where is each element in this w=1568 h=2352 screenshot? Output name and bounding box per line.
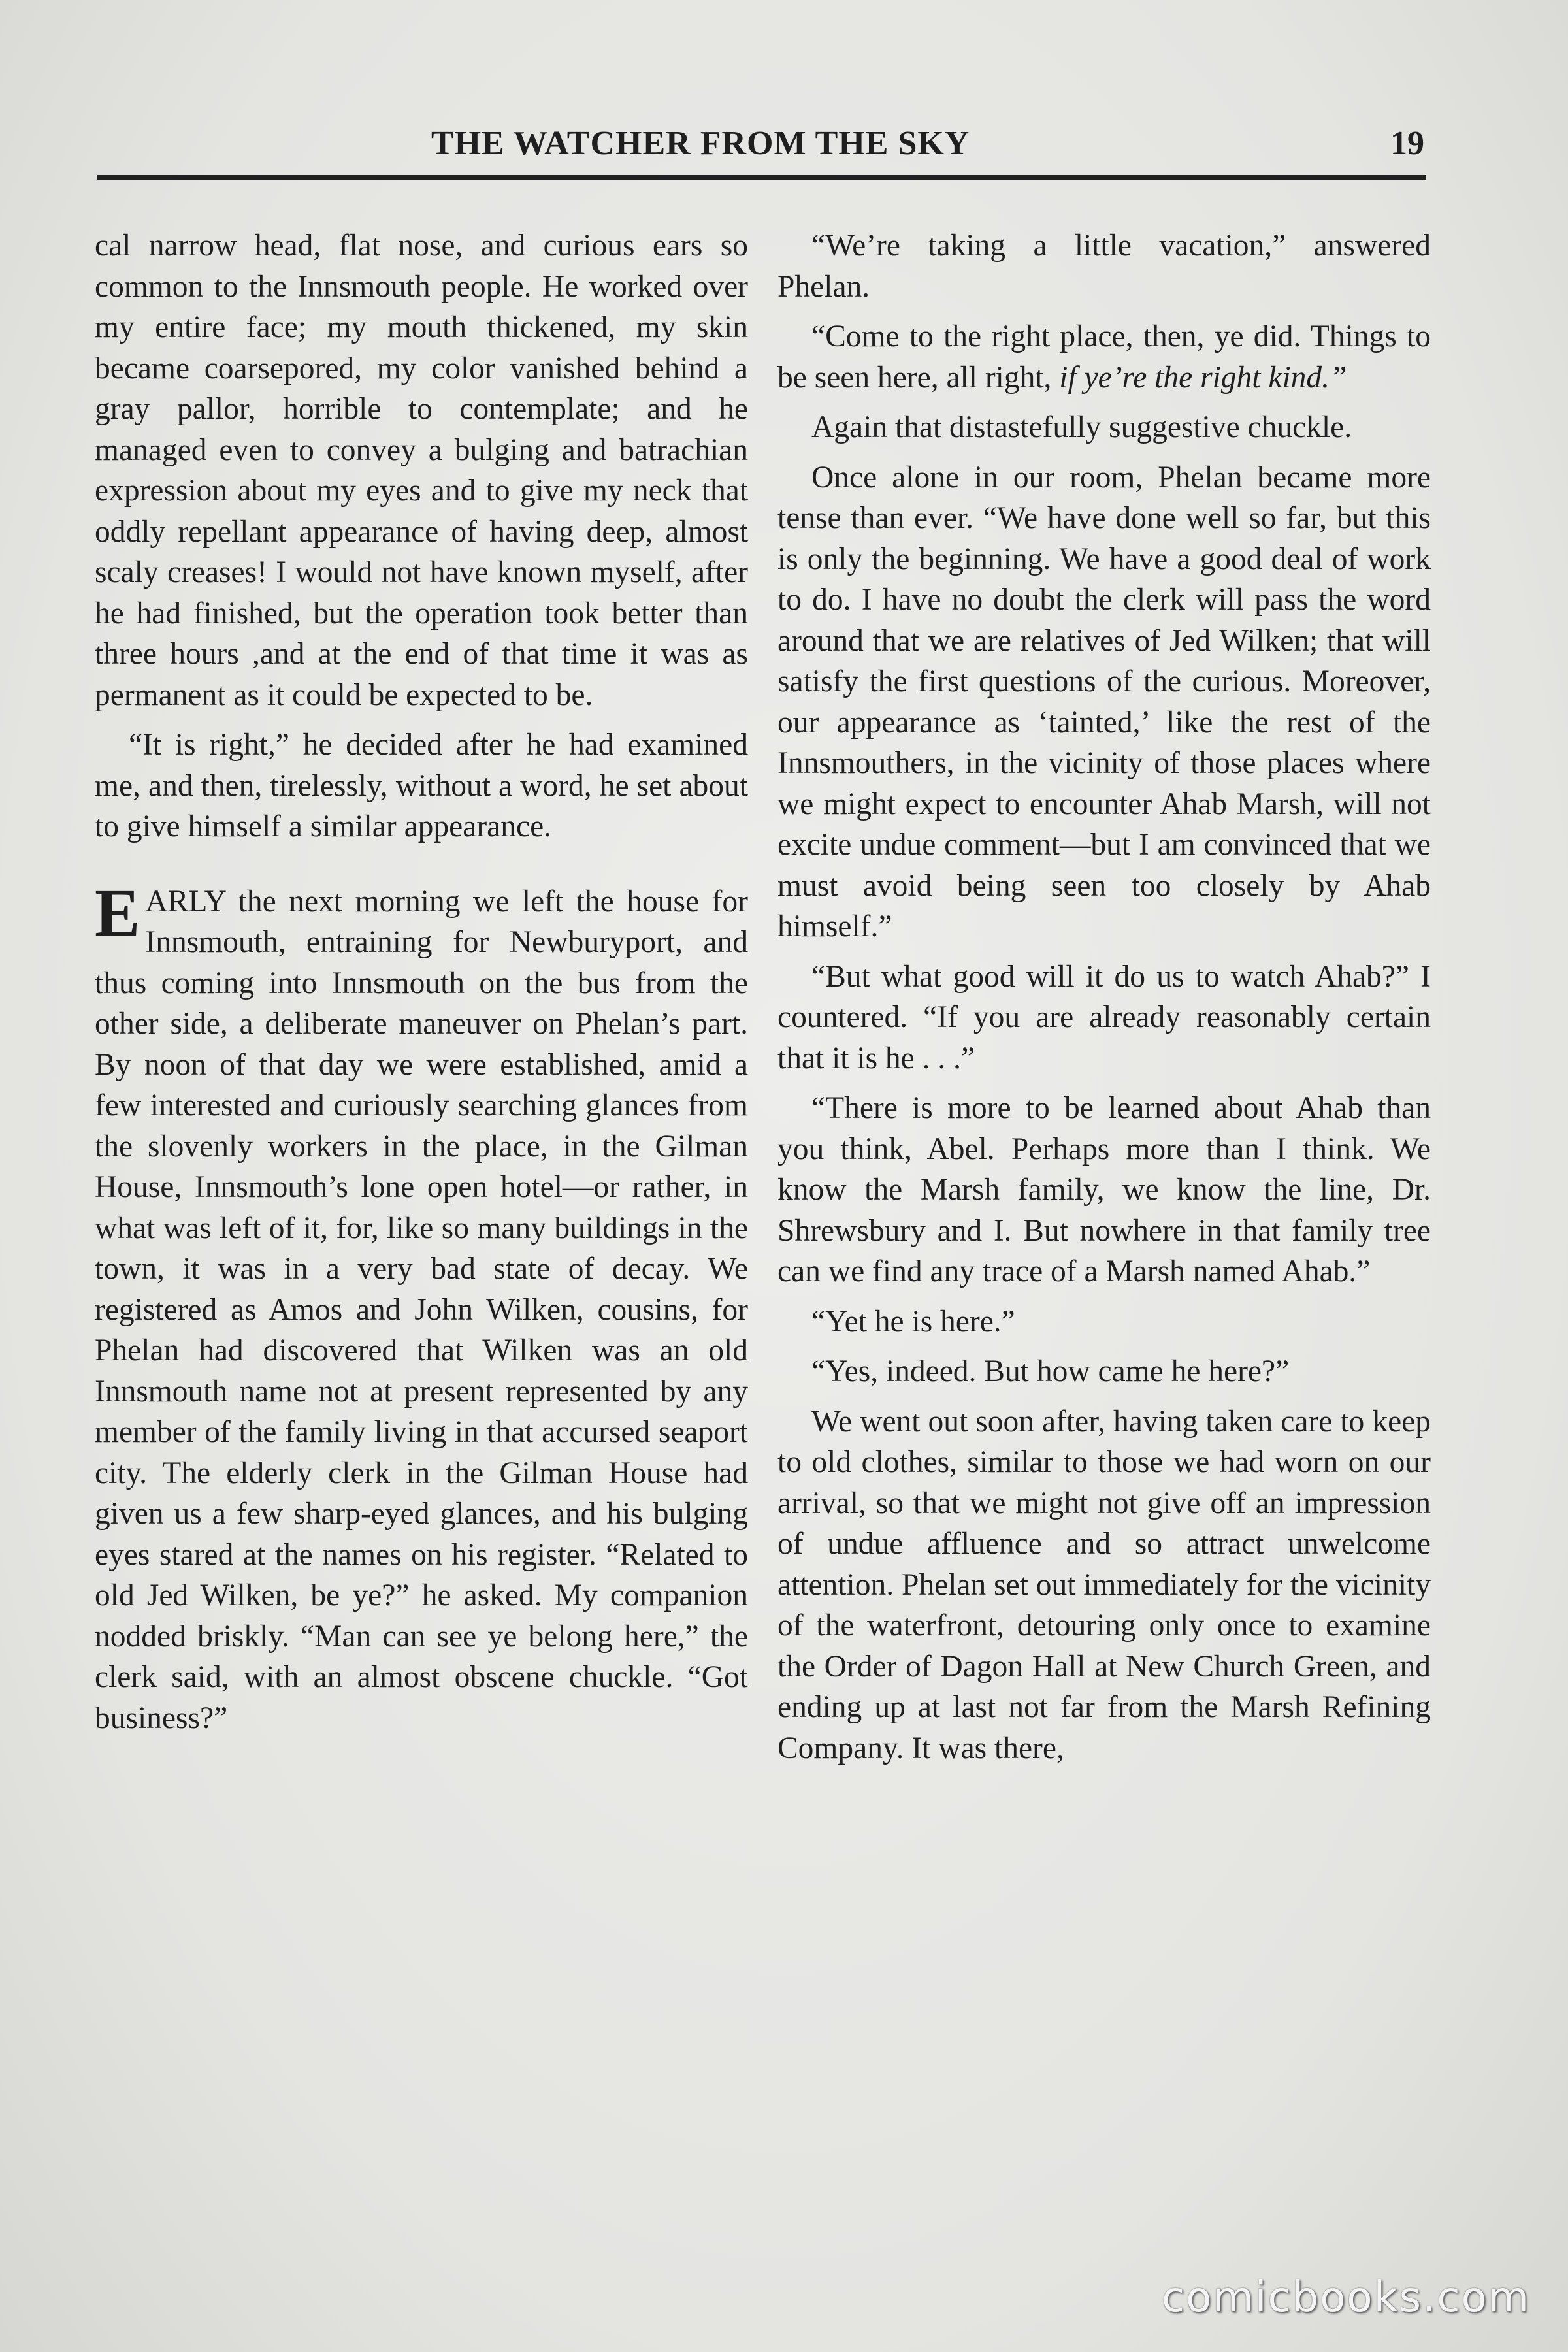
running-title: THE WATCHER FROM THE SKY (431, 125, 970, 162)
right-column (777, 225, 1431, 1778)
paragraph: “There is more to be learned about Ahab than you think, Abel. Perhaps more than I think. We know the Marsh family, we know the line, Dr. Shrewsbury and I. But nowhere in that family tree can we find any trace of a Marsh named Ahab.” (777, 1091, 1431, 1288)
section-opening-paragraph (95, 875, 748, 1739)
paragraph: “Yet he is here.” (811, 1304, 1015, 1339)
paragraph: We went out soon after, having taken care to keep to old clothes, similar to those we had worn on our arrival, so that we might not give off an impression of undue affluence and so attract unwelcome attention. Phelan set out immediately for the vicinity of the waterfront, detouring only once to examine the Order of Dagon Hall at New Church Green, and ending up at last not far from the Marsh Refining Company. It was there, (777, 1404, 1431, 1765)
paragraph: Once alone in our room, Phelan became more tense than ever. “We have done well so far, but this is only the beginning. We have a good deal of work to do. I have no doubt the clerk will pass the word around that we are relatives of Jed Wilken; that will satisfy the first questions of the curious. Moreover, our appearance as ‘tainted,’ like the rest of the Innsmouthers, in the vicinity of those places where we might expect to encounter Ahab Marsh, will not excite undue comment—but I am convinced that we must avoid being seen too closely by Ahab himself.” (777, 460, 1431, 943)
paragraph: Again that distastefully suggestive chuckle. (811, 410, 1352, 444)
page-number: 19 (1390, 125, 1424, 162)
paragraph-text: ARLY the next morning we left the house for Innsmouth, entraining for Newburyport, and thus coming into Innsmouth on the bus from the other side, a deliberate maneuver on Phelan’s part. By noon of that day we were established, amid a few interested and curiously searching glances from the slovenly workers in the place, in the Gilman House, Innsmouth’s lone open hotel—or rather, in what was left of it, for, like so many buildings in the town, it was in a very bad state of decay. We registered as Amos and John Wilken, cousins, for Phelan had discovered that Wilken was an old Innsmouth name not at present represented by any member of the family living in that accursed seaport city. The elderly clerk in the Gilman House had given us a few sharp-eyed glances, and his bulging eyes stared at the names on his register. “Related to old Jed Wilken, be ye?” he asked. My companion nodded briskly. “Man can see ye belong here,” the clerk said, with an almost obscene chuckle. “Got business?” (95, 884, 748, 1735)
paragraph (777, 316, 1431, 398)
paragraph: cal narrow head, flat nose, and curious ears so common to the Innsmouth people. He worked over my entire face; my mouth thickened, my skin became coarsepored, my color vanished behind a gray pallor, horrible to contemplate; and he managed even to convey a bulging and batrachian expression about my eyes and to give my neck that oddly repellant appearance of having deep, almost scaly creases! I would not have known myself, after he had finished, but the operation took better than three hours ,and at the end of that time it was as permanent as it could be expected to be. (95, 229, 748, 712)
drop-cap: E (95, 875, 140, 951)
paragraph: “It is right,” he decided after he had examined me, and then, tirelessly, without a word, he set about to give himself a similar appearance. (95, 728, 748, 843)
header-rule (97, 175, 1426, 180)
paragraph: “We’re taking a little vacation,” answered Phelan. (777, 229, 1431, 304)
paragraph: “But what good will it do us to watch Ahab?” I countered. “If you are already reasonably certain that it is he . . .” (777, 959, 1431, 1075)
watermark: comicbooks.com (1161, 2274, 1530, 2322)
left-column (95, 225, 748, 1748)
italic-text: if ye’re the right kind.” (1059, 360, 1347, 395)
paragraph: “Yes, indeed. But how came he here?” (811, 1354, 1290, 1388)
paragraph-text: “Come to the right place, then, ye did. Things to be seen here, all right, (777, 319, 1431, 395)
running-header (98, 124, 1424, 171)
